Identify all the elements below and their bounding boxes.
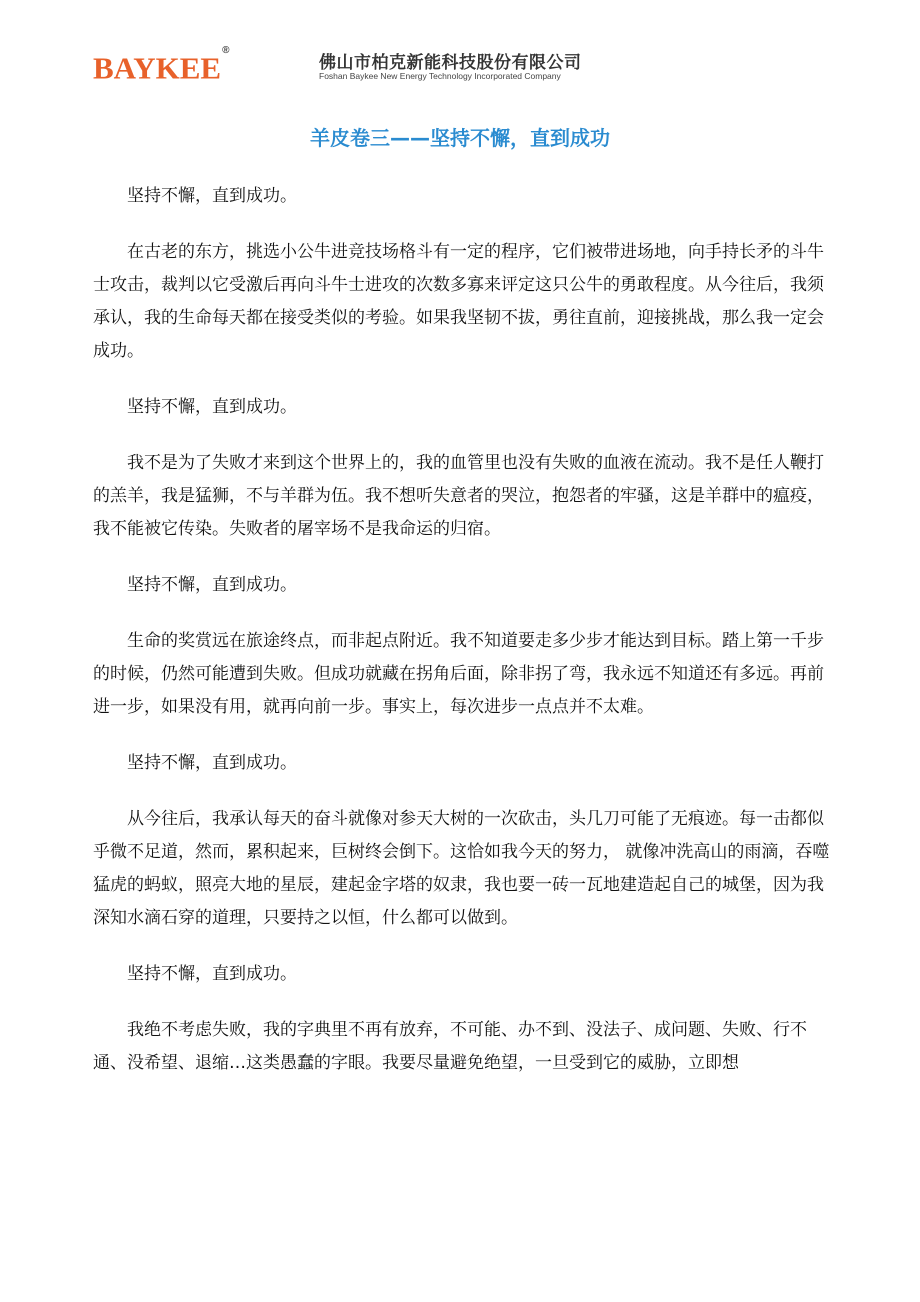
logo-text: BAYKEE: [93, 50, 222, 86]
paragraph: 我不是为了失败才来到这个世界上的，我的血管里也没有失败的血液在流动。我不是任人鞭打的羔羊，我是猛狮，不与羊群为伍。我不想听失意者的哭泣，抱怨者的牢骚，这是羊群中的瘟疫，我不能被它传染。失败者的屠宰场不是我命运的归宿。: [93, 453, 824, 539]
company-name-en: Foshan Baykee New Energy Technology Incorporated Company: [319, 71, 561, 81]
refrain-line: 坚持不懈，直到成功。: [127, 964, 297, 984]
registered-mark: ®: [222, 45, 230, 56]
paragraph: 我绝不考虑失败，我的字典里不再有放弃，不可能、办不到、没法子、成问题、失败、行不通、没希望、退缩…这类愚蠢的字眼。我要尽量避免绝望，一旦受到它的威胁，立即想: [93, 1020, 807, 1073]
refrain-line: 坚持不懈，直到成功。: [127, 753, 297, 773]
refrain-line: 坚持不懈，直到成功。: [127, 575, 297, 595]
refrain-line: 坚持不懈，直到成功。: [127, 397, 297, 417]
baykee-logo: [93, 45, 230, 86]
paragraph: 从今往后，我承认每天的奋斗就像对参天大树的一次砍击，头几刀可能了无痕迹。每一击都似乎微不足道，然而，累积起来，巨树终会倒下。这恰如我今天的努力， 就像冲洗高山的雨滴，吞噬猛虎的蚂蚁，照亮大地的星辰，建起金字塔的奴隶，我也要一砖一瓦地建造起自己的城堡，因为我深知水滴石穿的道理，只要持之以恒，什么都可以做到。: [93, 809, 830, 928]
refrain-line: 坚持不懈，直到成功。: [127, 186, 297, 206]
document-title: 羊皮卷三——坚持不懈，直到成功: [310, 126, 610, 150]
paragraph: 生命的奖赏远在旅途终点，而非起点附近。我不知道要走多少步才能达到目标。踏上第一千步的时候，仍然可能遭到失败。但成功就藏在拐角后面，除非拐了弯，我永远不知道还有多远。再前进一步，如果没有用，就再向前一步。事实上，每次进步一点点并不太难。: [93, 631, 824, 717]
company-name-cn: 佛山市柏克新能科技股份有限公司: [319, 53, 582, 73]
paragraph: 在古老的东方，挑选小公牛进竞技场格斗有一定的程序，它们被带进场地，向手持长矛的斗牛士攻击，裁判以它受激后再向斗牛士进攻的次数多寡来评定这只公牛的勇敢程度。从今往后，我须承认，我的生命每天都在接受类似的考验。如果我坚韧不拔，勇往直前，迎接挑战，那么我一定会成功。: [93, 242, 824, 361]
document-body: [93, 180, 837, 1080]
